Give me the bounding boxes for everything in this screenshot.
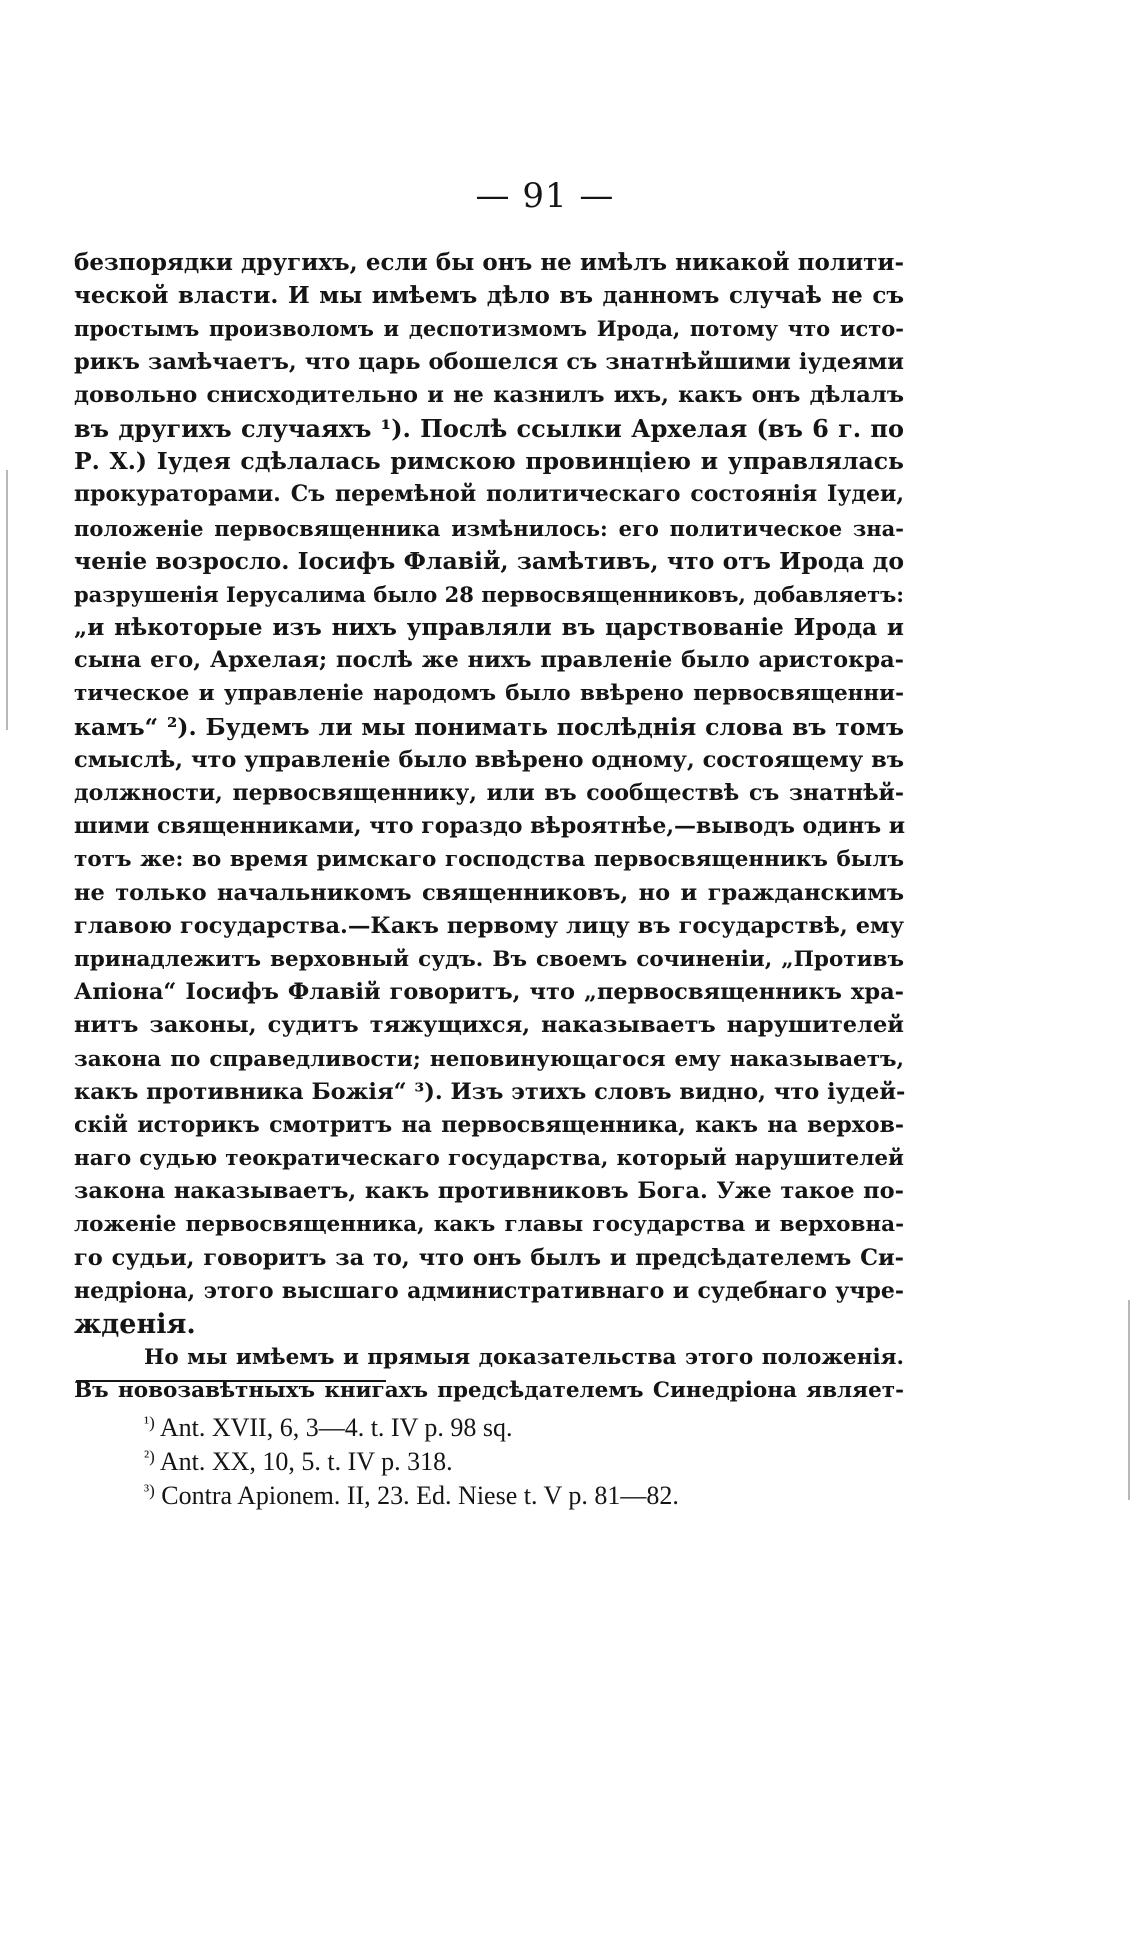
- text-line: го судьи, говоритъ за то, что онъ былъ и предсѣдателемъ Си-: [74, 1244, 904, 1271]
- page-number: — 91 —: [475, 176, 615, 216]
- body-text: [74, 246, 904, 1408]
- scan-margin-mark: [1128, 1300, 1130, 1500]
- footnote-divider: [76, 1380, 386, 1382]
- footnote-text: Ant. XVII, 6, 3—4. t. IV p. 98 sq.: [159, 1413, 513, 1442]
- scan-margin-mark: [6, 470, 8, 730]
- text-line: простымъ произволомъ и деспотизмомъ Ирода, потому что исто-: [74, 316, 904, 342]
- text-line: не только начальникомъ священниковъ, но и гражданскимъ: [74, 879, 904, 906]
- text-line: ческой власти. И мы имѣемъ дѣло въ данномъ случаѣ не съ: [74, 282, 904, 310]
- text-line: закона наказываетъ, какъ противниковъ Бога. Уже такое по-: [74, 1178, 904, 1205]
- text-line: „и нѣкоторые изъ нихъ управляли въ царствованіе Ирода и: [74, 614, 904, 642]
- text-line: главою государства.—Какъ первому лицу въ государствѣ, ему: [74, 912, 904, 939]
- footnote: [144, 1406, 924, 1440]
- footnote-mark: ²): [144, 1447, 155, 1466]
- footnote-mark: ³): [144, 1481, 155, 1500]
- text-line: принадлежитъ верховный судъ. Въ своемъ сочиненіи, „Противъ: [74, 946, 904, 972]
- footnotes: [144, 1406, 924, 1508]
- text-line: скій историкъ смотритъ на первосвященника, какъ на верхов-: [74, 1111, 904, 1138]
- text-line: ченіе возросло. Іосифъ Флавій, замѣтивъ, что отъ Ирода до: [74, 546, 904, 575]
- text-line: довольно снисходительно и не казнилъ ихъ, какъ онъ дѣлалъ: [74, 381, 904, 408]
- footnote-text: Contra Apionem. II, 23. Ed. Niese t. V p. 81—82.: [161, 1481, 679, 1510]
- text-line: нитъ законы, судитъ тяжущихся, наказываетъ нарушителей: [74, 1012, 904, 1039]
- text-line: тическое и управленіе народомъ было ввѣрено первосвященни-: [74, 681, 904, 707]
- text-line: тотъ же: во время римскаго господства первосвященникъ былъ: [74, 847, 904, 873]
- text-line: должности, первосвященнику, или въ сообществѣ съ знатнѣй-: [74, 780, 904, 806]
- text-line: въ другихъ случаяхъ ¹). Послѣ ссылки Архелая (въ 6 г. по: [74, 413, 904, 443]
- text-line: прокураторами. Съ перемѣной политическаго состоянія Іудеи,: [74, 481, 904, 508]
- text-line: смыслѣ, что управленіе было ввѣрено одному, состоящему въ: [74, 746, 904, 773]
- text-line: закона по справедливости; неповинующагося ему наказываетъ,: [74, 1046, 904, 1072]
- text-line: наго судью теократическаго государства, который нарушителей: [74, 1146, 904, 1172]
- paragraph-end-line: жденія.: [74, 1309, 196, 1340]
- text-line: положеніе первосвященника измѣнилось: его политическое зна-: [74, 515, 904, 541]
- paragraph-start-line: Но мы имѣемъ и прямыя доказательства этого положенія.: [144, 1345, 904, 1371]
- text-line: Въ новозавѣтныхъ книгахъ предсѣдателемъ Синедріона являет-: [74, 1378, 904, 1404]
- text-line: Р. Х.) Іудея сдѣлалась римскою провинціею и управлялась: [74, 447, 904, 476]
- footnote: [144, 1440, 924, 1474]
- text-line: рикъ замѣчаетъ, что царь обошелся съ знатнѣйшими іудеями: [74, 348, 904, 375]
- footnote-mark: ¹): [144, 1413, 155, 1432]
- text-line: какъ противника Божія“ ³). Изъ этихъ словъ видно, что іудей-: [74, 1078, 906, 1105]
- text-line: сына его, Архелая; послѣ же нихъ правленіе было аристокра-: [74, 647, 904, 674]
- text-line: разрушенія Іерусалима было 28 первосвященниковъ, добавляетъ:: [74, 581, 904, 607]
- text-line: ложеніе первосвященника, какъ главы государства и верховна-: [74, 1212, 904, 1238]
- footnote-text: Ant. XX, 10, 5. t. IV p. 318.: [159, 1447, 453, 1476]
- text-line: недріона, этого высшаго административнаго и судебнаго учре-: [74, 1277, 904, 1304]
- text-line: безпорядки другихъ, если бы онъ не имѣлъ никакой полити-: [74, 249, 904, 276]
- footnote: [144, 1474, 924, 1508]
- text-line: Апіона“ Іосифъ Флавій говоритъ, что „первосвященникъ хра-: [74, 979, 904, 1006]
- text-line: шими священниками, что гораздо вѣроятнѣе,—выводъ одинъ и: [74, 813, 906, 840]
- text-line: камъ“ ²). Будемъ ли мы понимать послѣднія слова въ томъ: [74, 712, 904, 741]
